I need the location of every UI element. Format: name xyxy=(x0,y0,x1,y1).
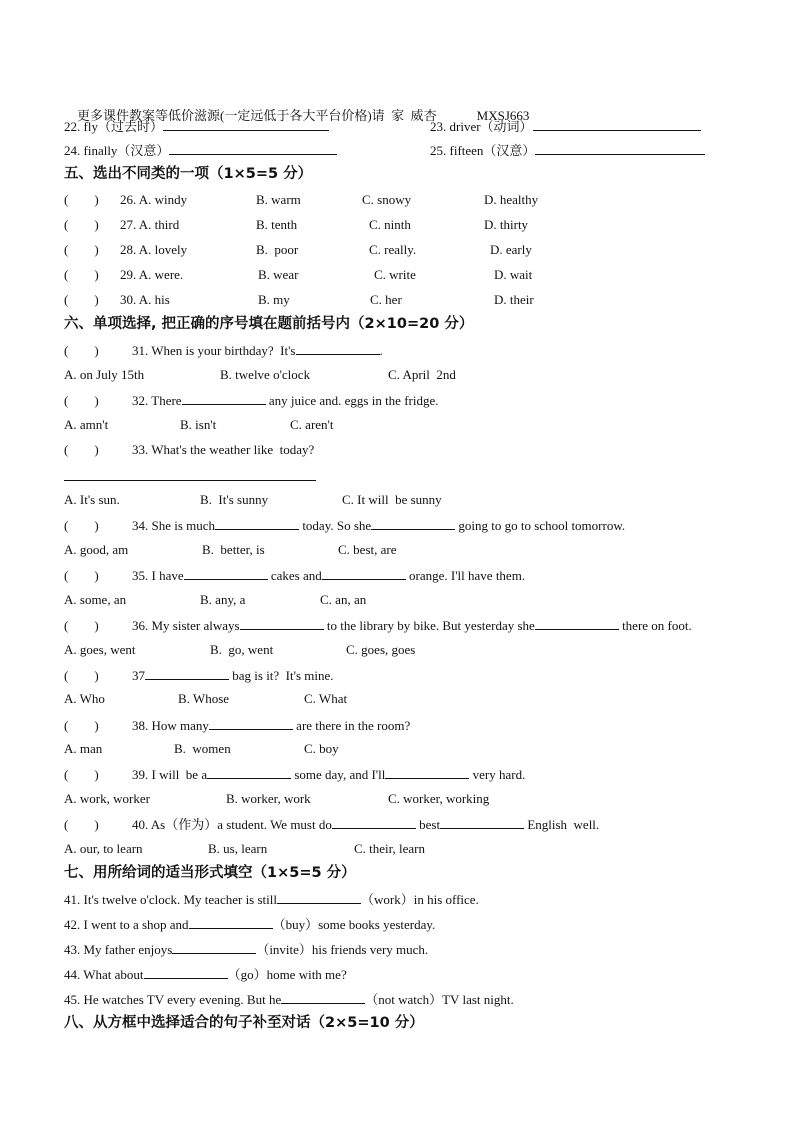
option-c: C. her xyxy=(370,292,402,307)
question-22: 22. fly（过去时） xyxy=(64,118,329,135)
option-d: D. their xyxy=(494,292,534,307)
option-c: C. really. xyxy=(369,242,417,257)
question-44: 44. What about （go）home with me? xyxy=(64,967,347,982)
option-a: 27. A. third xyxy=(120,217,180,232)
option-b: B. my xyxy=(258,292,290,307)
answer-paren[interactable]: ( ) xyxy=(64,393,99,408)
answer-paren[interactable]: ( ) xyxy=(64,568,99,583)
option-b: B. go, went xyxy=(210,642,274,657)
answer-blank[interactable] xyxy=(277,891,361,904)
option-b: B. It's sunny xyxy=(200,492,269,507)
option-c: C. an, an xyxy=(320,592,367,607)
option-a: A. some, an xyxy=(64,592,127,607)
option-b: B. poor xyxy=(256,242,299,257)
option-b: B. isn't xyxy=(180,417,217,432)
option-b: B. tenth xyxy=(256,217,298,232)
answer-blank[interactable] xyxy=(332,816,416,829)
question-43: 43. My father enjoys （invite）his friends very much. xyxy=(64,942,429,957)
question-39: ( ) 39. I will be a some day, and I'll very hard. xyxy=(64,767,526,782)
answer-line[interactable] xyxy=(64,479,316,481)
option-c: C. aren't xyxy=(290,417,334,432)
answer-blank[interactable] xyxy=(169,142,337,155)
option-a: A. our, to learn xyxy=(64,841,143,856)
answer-blank[interactable] xyxy=(535,617,619,630)
answer-paren[interactable]: ( ) xyxy=(64,718,99,733)
answer-paren[interactable]: ( ) xyxy=(64,668,99,683)
option-d: D. wait xyxy=(494,267,533,282)
question-31: ( ) 31. When is your birthday? It's . xyxy=(64,343,383,358)
section-8-title: 八、从方框中选择适合的句子补至对话（2×5=10 分） xyxy=(64,1015,424,1031)
question-32: ( ) 32. There any juice and. eggs in the fridge. xyxy=(64,393,439,408)
question-40: ( ) 40. As（作为）a student. We must do best English well. xyxy=(64,817,600,832)
question-33: ( ) 33. What's the weather like today? xyxy=(64,442,315,457)
question-45: 45. He watches TV every evening. But he （not watch）TV last night. xyxy=(64,992,514,1007)
question-34: ( ) 34. She is much today. So she going to go to school tomorrow. xyxy=(64,518,626,533)
answer-paren[interactable]: ( ) xyxy=(64,192,99,207)
option-c: C. What xyxy=(304,691,348,706)
option-c: C. write xyxy=(374,267,416,282)
option-c: C. worker, working xyxy=(388,791,490,806)
question-38: ( ) 38. How many are there in the room? xyxy=(64,718,411,733)
option-c: C. April 2nd xyxy=(388,367,456,382)
answer-paren[interactable]: ( ) xyxy=(64,217,99,232)
answer-blank[interactable] xyxy=(207,766,291,779)
option-b: B. better, is xyxy=(202,542,265,557)
answer-blank[interactable] xyxy=(322,567,406,580)
option-b: B. worker, work xyxy=(226,791,311,806)
option-a: A. amn't xyxy=(64,417,109,432)
answer-blank[interactable] xyxy=(215,517,299,530)
option-b: B. women xyxy=(174,741,231,756)
option-a: A. good, am xyxy=(64,542,129,557)
answer-blank[interactable] xyxy=(240,617,324,630)
option-a: A. man xyxy=(64,741,103,756)
answer-blank[interactable] xyxy=(533,118,701,131)
answer-paren[interactable]: ( ) xyxy=(64,292,99,307)
option-b: B. Whose xyxy=(178,691,230,706)
question-41: 41. It's twelve o'clock. My teacher is still （work）in his office. xyxy=(64,892,479,907)
option-a: 26. A. windy xyxy=(120,192,188,207)
answer-blank[interactable] xyxy=(209,717,293,730)
answer-blank[interactable] xyxy=(163,118,329,131)
option-a: 29. A. were. xyxy=(120,267,184,282)
option-c: C. It will be sunny xyxy=(342,492,442,507)
option-a: A. work, worker xyxy=(64,791,150,806)
answer-blank[interactable] xyxy=(144,966,228,979)
answer-paren[interactable]: ( ) xyxy=(64,343,99,358)
option-d: D. healthy xyxy=(484,192,539,207)
option-c: C. their, learn xyxy=(354,841,425,856)
answer-paren[interactable]: ( ) xyxy=(64,442,99,457)
option-b: B. wear xyxy=(258,267,299,282)
option-c: C. goes, goes xyxy=(346,642,416,657)
header-code: MXSJ663 xyxy=(476,108,530,123)
answer-blank[interactable] xyxy=(371,517,455,530)
option-d: D. early xyxy=(490,242,532,257)
answer-blank[interactable] xyxy=(145,667,229,680)
option-a: 28. A. lovely xyxy=(120,242,188,257)
option-b: B. us, learn xyxy=(208,841,268,856)
option-a: A. It's sun. xyxy=(64,492,120,507)
question-24: 24. finally（汉意） xyxy=(64,142,337,159)
question-37: ( ) 37 bag is it? It's mine. xyxy=(64,668,334,683)
answer-paren[interactable]: ( ) xyxy=(64,767,99,782)
answer-paren[interactable]: ( ) xyxy=(64,267,99,282)
answer-blank[interactable] xyxy=(172,941,256,954)
option-c: C. boy xyxy=(304,741,339,756)
option-a: A. Who xyxy=(64,691,105,706)
option-a: A. goes, went xyxy=(64,642,136,657)
header-text: 更多课件教案等低价滋源(一定远低于各大平台价格)请 家 威杏 xyxy=(77,108,437,123)
option-c: C. snowy xyxy=(362,192,412,207)
answer-blank[interactable] xyxy=(184,567,268,580)
question-25: 25. fifteen（汉意） xyxy=(430,142,705,159)
answer-blank[interactable] xyxy=(440,816,524,829)
option-b: B. any, a xyxy=(200,592,246,607)
answer-blank[interactable] xyxy=(296,342,380,355)
answer-blank[interactable] xyxy=(385,766,469,779)
answer-blank[interactable] xyxy=(535,142,705,155)
question-35: ( ) 35. I have cakes and orange. I'll have them. xyxy=(64,568,526,583)
answer-paren[interactable]: ( ) xyxy=(64,242,99,257)
answer-paren[interactable]: ( ) xyxy=(64,518,99,533)
answer-blank[interactable] xyxy=(189,916,273,929)
option-b: B. twelve o'clock xyxy=(220,367,311,382)
section-7-title: 七、用所给词的适当形式填空（1×5=5 分） xyxy=(64,865,356,881)
answer-blank[interactable] xyxy=(281,991,365,1004)
option-c: C. best, are xyxy=(338,542,397,557)
answer-paren[interactable]: ( ) xyxy=(64,817,99,832)
option-b: B. warm xyxy=(256,192,301,207)
section-6-title: 六、单项选择, 把正确的序号填在题前括号内（2×10=20 分） xyxy=(64,316,474,332)
answer-paren[interactable]: ( ) xyxy=(64,618,99,633)
section-5-title: 五、选出不同类的一项（1×5=5 分） xyxy=(64,166,313,182)
question-42: 42. I went to a shop and （buy）some books yesterday. xyxy=(64,917,436,932)
option-a: 30. A. his xyxy=(120,292,170,307)
option-c: C. ninth xyxy=(369,217,411,232)
answer-blank[interactable] xyxy=(182,392,266,405)
option-d: D. thirty xyxy=(484,217,529,232)
option-a: A. on July 15th xyxy=(64,367,145,382)
question-23: 23. driver（动词） xyxy=(430,118,701,135)
question-36: ( ) 36. My sister always to the library by bike. But yesterday she there on foot. xyxy=(64,618,692,633)
